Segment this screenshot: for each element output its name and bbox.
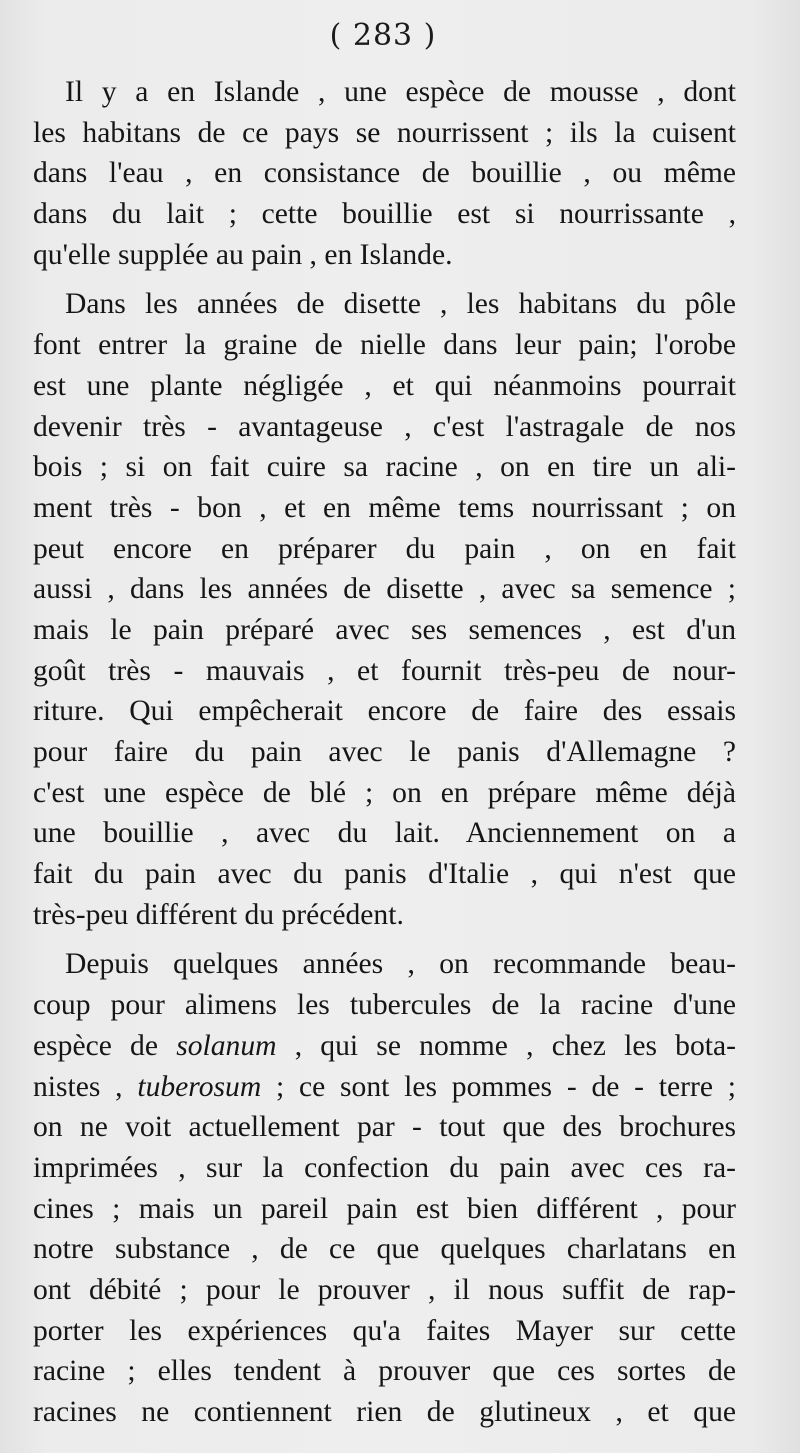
text-segment: ; ce sont les pommes - de - terre ; — [261, 1070, 736, 1103]
text-line: pour faire du pain avec le panis d'Allemagne ? — [33, 736, 736, 768]
text-line: devenir très - avantageuse , c'est l'astragale de nos — [33, 410, 736, 443]
paragraph-1 — [33, 72, 736, 275]
text-line — [33, 1026, 736, 1067]
text-line: est une plante négligée , et qui néanmoins pourrait — [33, 369, 736, 402]
text-line: c'est une espèce de blé ; on en prépare même déjà — [33, 776, 736, 809]
text-line: racine ; elles tendent à prouver que ces sortes de — [33, 1355, 736, 1388]
italic-term: tuberosum — [137, 1070, 262, 1103]
text-line: les habitans de ce pays se nourrissent ; ils la cuisent — [33, 116, 736, 149]
text-line: coup pour alimens les tubercules de la racine d'une — [33, 989, 736, 1022]
text-line: fait du pain avec du panis d'Italie , qui n'est que — [33, 858, 736, 891]
paragraph-3 — [33, 944, 736, 1432]
text-line: ont débité ; pour le prouver , il nous suffit de rap- — [33, 1273, 736, 1306]
body-text — [33, 72, 736, 1433]
text-line: Dans les années de disette , les habitans du pôle — [65, 288, 736, 321]
text-line: ment très - bon , et en même tems nourrissant ; on — [33, 491, 736, 524]
text-line: on ne voit actuellement par - tout que des brochures — [33, 1111, 736, 1144]
paragraph-2 — [33, 284, 736, 935]
text-segment: , qui se nomme , chez les bota- — [276, 1029, 736, 1062]
text-segment: nistes , — [33, 1070, 138, 1103]
text-line: bois ; si on fait cuire sa racine , on en tire un ali- — [33, 451, 736, 484]
text-line: très-peu différent du précédent. — [33, 898, 404, 931]
italic-term: solanum — [176, 1029, 277, 1062]
text-line: dans l'eau , en consistance de bouillie , ou même — [33, 157, 736, 190]
text-line: qu'elle supplée au pain , en Islande. — [33, 238, 453, 271]
text-segment: espèce de — [33, 1029, 177, 1062]
text-line: une bouillie , avec du lait. Anciennement on a — [33, 817, 736, 850]
text-line: Il y a en Islande , une espèce de mousse , dont — [65, 76, 736, 108]
text-line: riture. Qui empêcherait encore de faire des essais — [33, 695, 736, 728]
text-line: goût très - mauvais , et fournit très-peu de nour- — [33, 654, 736, 687]
text-line: font entrer la graine de nielle dans leur pain; l'orobe — [33, 329, 736, 362]
text-line: notre substance , de ce que quelques charlatans en — [33, 1233, 736, 1266]
text-line: cines ; mais un pareil pain est bien différent , pour — [33, 1192, 736, 1225]
text-line — [33, 1067, 736, 1108]
text-line: racines ne contiennent rien de glutineux , et que — [33, 1396, 736, 1428]
text-line: aussi , dans les années de disette , avec sa semence ; — [33, 573, 736, 606]
text-line: peut encore en préparer du pain , on en fait — [33, 532, 736, 565]
text-line: dans du lait ; cette bouillie est si nourrissante , — [33, 198, 736, 231]
text-line: Depuis quelques années , on recommande beau- — [65, 948, 736, 981]
text-line: mais le pain préparé avec ses semences , est d'un — [33, 613, 736, 646]
text-line: porter les expériences qu'a faites Mayer sur cette — [33, 1314, 736, 1347]
text-line: imprimées , sur la confection du pain avec ces ra- — [33, 1151, 736, 1184]
page-number: ( 283 ) — [329, 18, 437, 53]
